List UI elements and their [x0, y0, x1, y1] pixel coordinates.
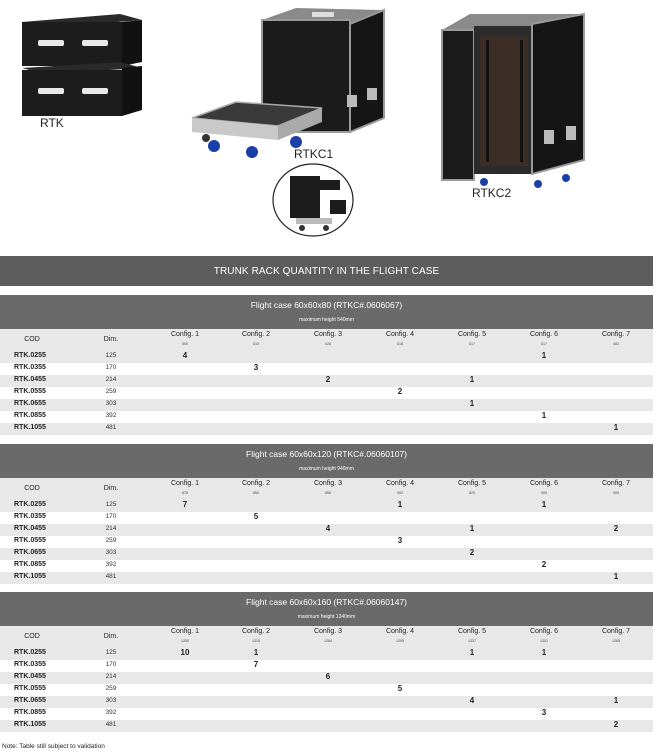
header-config: Config. 3	[313, 331, 343, 338]
row-code: RTK.0355	[14, 513, 46, 520]
header-config-height: 902	[397, 491, 403, 495]
rtkc1-image	[192, 8, 384, 236]
rtkc2-image	[442, 14, 584, 188]
row-code: RTK.0455	[14, 525, 46, 532]
row-dim: 303	[105, 400, 117, 407]
table-row	[0, 387, 653, 399]
row-code: RTK.0355	[14, 364, 46, 371]
row-quantity: 1	[469, 524, 475, 533]
row-dim: 214	[105, 376, 117, 383]
table-body	[0, 500, 653, 584]
row-quantity: 1	[541, 411, 547, 420]
table-row	[0, 572, 653, 584]
header-dim: Dim.	[103, 336, 119, 343]
table-row	[0, 375, 653, 387]
table-header	[0, 626, 653, 648]
table-row	[0, 524, 653, 536]
header-config: Config. 2	[241, 480, 271, 487]
header-config-height: 850	[253, 491, 259, 495]
header-cod: COD	[24, 633, 40, 640]
row-dim: 481	[105, 721, 117, 728]
header-config: Config. 6	[529, 480, 559, 487]
header-config-height: 510	[253, 342, 259, 346]
header-config-height: 1250	[181, 639, 189, 643]
validation-note: Note: Table still subject to validation	[2, 743, 105, 750]
row-dim: 214	[105, 525, 117, 532]
row-dim: 392	[105, 709, 117, 716]
row-dim: 214	[105, 673, 117, 680]
row-quantity: 1	[541, 351, 547, 360]
header-config: Config. 2	[241, 628, 271, 635]
table-body	[0, 648, 653, 732]
table-subtitle: maximum height 940mm	[0, 464, 653, 478]
row-quantity: 1	[613, 572, 619, 581]
flight-case-table-1	[0, 295, 653, 435]
table-row	[0, 648, 653, 660]
header-config-height: 1265	[612, 639, 620, 643]
row-code: RTK.1055	[14, 424, 46, 431]
table-row	[0, 399, 653, 411]
row-code: RTK.0555	[14, 537, 46, 544]
flight-case-table-2	[0, 444, 653, 584]
header-config: Config. 1	[170, 480, 200, 487]
row-code: RTK.0555	[14, 685, 46, 692]
row-quantity: 10	[180, 648, 190, 657]
row-dim: 125	[105, 501, 117, 508]
row-code: RTK.1055	[14, 721, 46, 728]
row-dim: 170	[105, 661, 117, 668]
row-quantity: 3	[541, 708, 547, 717]
header-config-height: 428	[325, 342, 331, 346]
header-config: Config. 7	[601, 331, 631, 338]
header-config-height: 909	[541, 491, 547, 495]
row-quantity: 2	[613, 524, 619, 533]
header-config-height: 517	[469, 342, 475, 346]
row-dim: 259	[105, 537, 117, 544]
header-config-height: 500	[182, 342, 188, 346]
row-code: RTK.0255	[14, 501, 46, 508]
row-quantity: 1	[613, 696, 619, 705]
header-config-height: 909	[613, 491, 619, 495]
row-quantity: 1	[397, 500, 403, 509]
table-title: Flight case 60x60x120 (RTKC#.06060107)	[0, 444, 653, 464]
table-row	[0, 363, 653, 375]
row-code: RTK.0355	[14, 661, 46, 668]
header-config: Config. 1	[170, 331, 200, 338]
header-config-height: 1337	[468, 639, 476, 643]
row-quantity: 7	[182, 500, 188, 509]
header-config-height: 875	[182, 491, 188, 495]
product-illustrations	[0, 0, 660, 250]
row-quantity: 2	[469, 548, 475, 557]
row-quantity: 1	[541, 500, 547, 509]
rtkc1-caption: RTKC1	[294, 147, 334, 161]
row-quantity: 1	[469, 648, 475, 657]
row-quantity: 1	[253, 648, 259, 657]
table-row	[0, 720, 653, 732]
table-row	[0, 684, 653, 696]
table-row	[0, 560, 653, 572]
table-row	[0, 500, 653, 512]
header-dim: Dim.	[103, 633, 119, 640]
header-config-height: 1295	[396, 639, 404, 643]
row-quantity: 2	[397, 387, 403, 396]
table-row	[0, 548, 653, 560]
products-svg	[0, 0, 660, 250]
rtkc2-caption: RTKC2	[472, 186, 512, 200]
row-quantity: 1	[469, 399, 475, 408]
row-code: RTK.0655	[14, 400, 46, 407]
row-code: RTK.1055	[14, 573, 46, 580]
header-config-height: 1315	[252, 639, 260, 643]
header-config-height: 517	[541, 342, 547, 346]
row-code: RTK.0255	[14, 352, 46, 359]
header-config-height: 856	[325, 491, 331, 495]
header-config: Config. 5	[457, 628, 487, 635]
row-dim: 170	[105, 513, 117, 520]
table-row	[0, 351, 653, 363]
header-config: Config. 4	[385, 628, 415, 635]
table-row	[0, 512, 653, 524]
table-header	[0, 329, 653, 351]
row-code: RTK.0655	[14, 697, 46, 704]
row-code: RTK.0555	[14, 388, 46, 395]
table-row	[0, 672, 653, 684]
rtk-image	[22, 14, 142, 116]
table-row	[0, 708, 653, 720]
table-row	[0, 536, 653, 548]
header-config: Config. 5	[457, 480, 487, 487]
row-quantity: 2	[541, 560, 547, 569]
row-dim: 259	[105, 685, 117, 692]
row-quantity: 3	[397, 536, 403, 545]
main-banner	[0, 256, 653, 286]
header-config-height: 518	[397, 342, 403, 346]
row-quantity: 3	[253, 363, 259, 372]
header-dim: Dim.	[103, 485, 119, 492]
header-config: Config. 6	[529, 331, 559, 338]
row-quantity: 6	[325, 672, 331, 681]
header-cod: COD	[24, 336, 40, 343]
table-title: Flight case 60x60x160 (RTKC#.06060147)	[0, 592, 653, 612]
header-config: Config. 4	[385, 331, 415, 338]
row-dim: 259	[105, 388, 117, 395]
row-dim: 481	[105, 573, 117, 580]
banner-title: TRUNK RACK QUANTITY IN THE FLIGHT CASE	[213, 265, 440, 277]
header-config: Config. 4	[385, 480, 415, 487]
flight-case-table-3	[0, 592, 653, 732]
row-quantity: 2	[613, 720, 619, 729]
row-quantity: 5	[397, 684, 403, 693]
header-config: Config. 2	[241, 331, 271, 338]
header-config: Config. 3	[313, 628, 343, 635]
row-quantity: 7	[253, 660, 259, 669]
row-code: RTK.0655	[14, 549, 46, 556]
header-config: Config. 1	[170, 628, 200, 635]
row-dim: 392	[105, 561, 117, 568]
header-cod: COD	[24, 485, 40, 492]
table-title: Flight case 60x60x80 (RTKC#.0606067)	[0, 295, 653, 315]
row-quantity: 2	[325, 375, 331, 384]
table-row	[0, 660, 653, 672]
header-config-height: 820	[469, 491, 475, 495]
table-subtitle: maximum height 540mm	[0, 315, 653, 329]
row-quantity: 4	[325, 524, 331, 533]
header-config: Config. 7	[601, 480, 631, 487]
row-quantity: 5	[253, 512, 259, 521]
row-quantity: 1	[613, 423, 619, 432]
row-quantity: 1	[541, 648, 547, 657]
header-config-height: 1284	[324, 639, 332, 643]
row-dim: 303	[105, 549, 117, 556]
table-row	[0, 411, 653, 423]
row-dim: 481	[105, 424, 117, 431]
row-code: RTK.0255	[14, 649, 46, 656]
row-dim: 125	[105, 649, 117, 656]
row-code: RTK.0855	[14, 561, 46, 568]
table-body	[0, 351, 653, 435]
row-dim: 170	[105, 364, 117, 371]
rtk-caption: RTK	[40, 116, 64, 130]
header-config: Config. 6	[529, 628, 559, 635]
row-dim: 303	[105, 697, 117, 704]
row-quantity: 1	[469, 375, 475, 384]
header-config: Config. 3	[313, 480, 343, 487]
row-code: RTK.0455	[14, 376, 46, 383]
row-code: RTK.0455	[14, 673, 46, 680]
row-quantity: 4	[182, 351, 188, 360]
table-header	[0, 478, 653, 500]
row-dim: 392	[105, 412, 117, 419]
header-config: Config. 5	[457, 331, 487, 338]
row-code: RTK.0855	[14, 412, 46, 419]
row-quantity: 4	[469, 696, 475, 705]
table-row	[0, 696, 653, 708]
row-code: RTK.0855	[14, 709, 46, 716]
table-subtitle: maximum height 1340mm	[0, 612, 653, 626]
header-config: Config. 7	[601, 628, 631, 635]
table-row	[0, 423, 653, 435]
header-config-height: 481	[613, 342, 619, 346]
row-dim: 125	[105, 352, 117, 359]
header-config-height: 1301	[540, 639, 548, 643]
